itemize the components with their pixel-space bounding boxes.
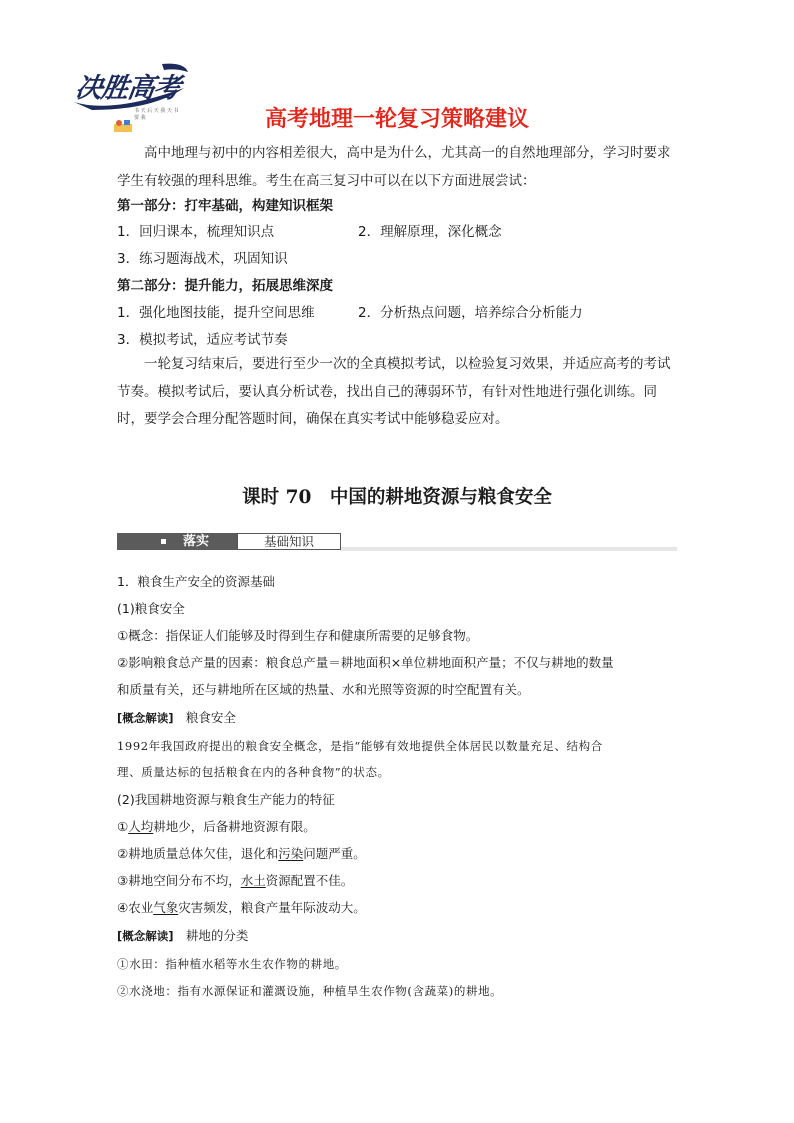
feature-4-rest: 灾害频发，粮食产量年际波动大。	[178, 900, 366, 915]
part1-item2: 2．理解原理，深化概念	[358, 224, 502, 240]
section-bar-box	[237, 533, 341, 550]
section-bar-dark	[117, 533, 237, 550]
note1-title: 粮食安全	[185, 710, 236, 725]
content-factors-line2: 和质量有关，还与耕地所在区域的热量、水和光照等资源的时空配置有关。	[117, 682, 530, 697]
content-factors-line1: ②影响粮食总产量的因素：粮食总产量＝耕地面积×单位耕地面积产量；不仅与耕地的数量	[117, 655, 614, 670]
part1-item3: 3．练习题海战术，巩固知识	[117, 251, 288, 267]
content-concept: ①概念：指保证人们能够及时得到生存和健康所需要的足够食物。	[117, 628, 479, 643]
feature-1-prefix: ①	[117, 819, 129, 834]
logo-small-text: 书 天 后 天 我 天 书 要 我	[134, 108, 179, 121]
note2-header	[117, 926, 248, 946]
feature-2-rest: 问题严重。	[303, 846, 366, 861]
part2-item3: 3．模拟考试，适应考试节奏	[117, 332, 288, 348]
feature-3	[117, 871, 353, 891]
section-bar-label: 落实	[183, 534, 210, 549]
feature-4-prefix: ④农业	[117, 900, 154, 915]
logo-text: 决胜高考	[73, 73, 182, 104]
part1-heading: 第一部分：打牢基础，构建知识框架	[117, 198, 333, 214]
part1-item1: 1．回归课本，梳理知识点	[117, 224, 275, 240]
page-title: 高考地理一轮复习策略建议	[264, 107, 529, 132]
section-bar-rule	[341, 547, 677, 551]
section-bar-box-label: 基础知识	[263, 534, 314, 549]
feature-3-underlined: 水土	[240, 873, 266, 888]
feature-2	[117, 844, 366, 864]
feature-2-underlined: 污染	[278, 846, 304, 861]
feature-4-underlined: 气象	[153, 900, 179, 915]
note1-line1: 1992年我国政府提出的粮食安全概念，是指“能够有效地提供全体居民以数量充足、结构合	[117, 739, 603, 753]
farmland-type-1: ①水田：指种植水稻等水生农作物的耕地。	[117, 957, 347, 971]
note1-line2: 理、质量达标的包括粮食在内的各种食物”的状态。	[117, 765, 390, 779]
farmland-type-2: ②水浇地：指有水源保证和灌溉设施，种植旱生农作物(含蔬菜)的耕地。	[117, 984, 503, 998]
content-sub-1: (1)粮食安全	[117, 601, 185, 616]
note2-tag: [概念解读]	[117, 929, 174, 943]
lesson-title: 课时 70 中国的耕地资源与粮食安全	[242, 487, 552, 508]
feature-1	[117, 817, 316, 837]
closing-paragraph: 一轮复习结束后，要进行至少一次的全真模拟考试，以检验复习效果，并适应高考的考试节奏。模拟考试后，要认真分析试卷，找出自己的薄弱环节，有针对性地进行强化训练。同时，要学会合理分配答题时间，确保在真实考试中能够稳妥应对。	[117, 356, 671, 427]
feature-4	[117, 898, 366, 918]
note1-header	[117, 708, 236, 728]
note1-tag: [概念解读]	[117, 711, 174, 725]
part2-item2: 2．分析热点问题，培养综合分析能力	[358, 305, 583, 321]
feature-1-underlined: 人均	[128, 819, 154, 834]
part2-heading: 第二部分：提升能力，拓展思维深度	[117, 278, 333, 294]
content-sub-2: (2)我国耕地资源与粮食生产能力的特征	[117, 792, 335, 807]
section-bar	[117, 533, 677, 551]
part2-item1: 1．强化地图技能，提升空间思维	[117, 305, 315, 321]
feature-1-rest: 耕地少，后备耕地资源有限。	[153, 819, 316, 834]
feature-2-prefix: ②耕地质量总体欠佳，退化和	[117, 846, 279, 861]
note2-title: 耕地的分类	[185, 928, 249, 943]
intro-paragraph: 高中地理与初中的内容相差很大，高中是为什么，尤其高一的自然地理部分，学习时要求学生有较强的理科思维。考生在高三复习中可以在以下方面进展尝试：	[117, 145, 671, 189]
square-bullet-icon	[161, 539, 166, 544]
feature-3-prefix: ③耕地空间分布不均，	[117, 873, 241, 888]
feature-3-rest: 资源配置不佳。	[265, 873, 354, 888]
content-heading-1: 1．粮食生产安全的资源基础	[117, 574, 275, 589]
